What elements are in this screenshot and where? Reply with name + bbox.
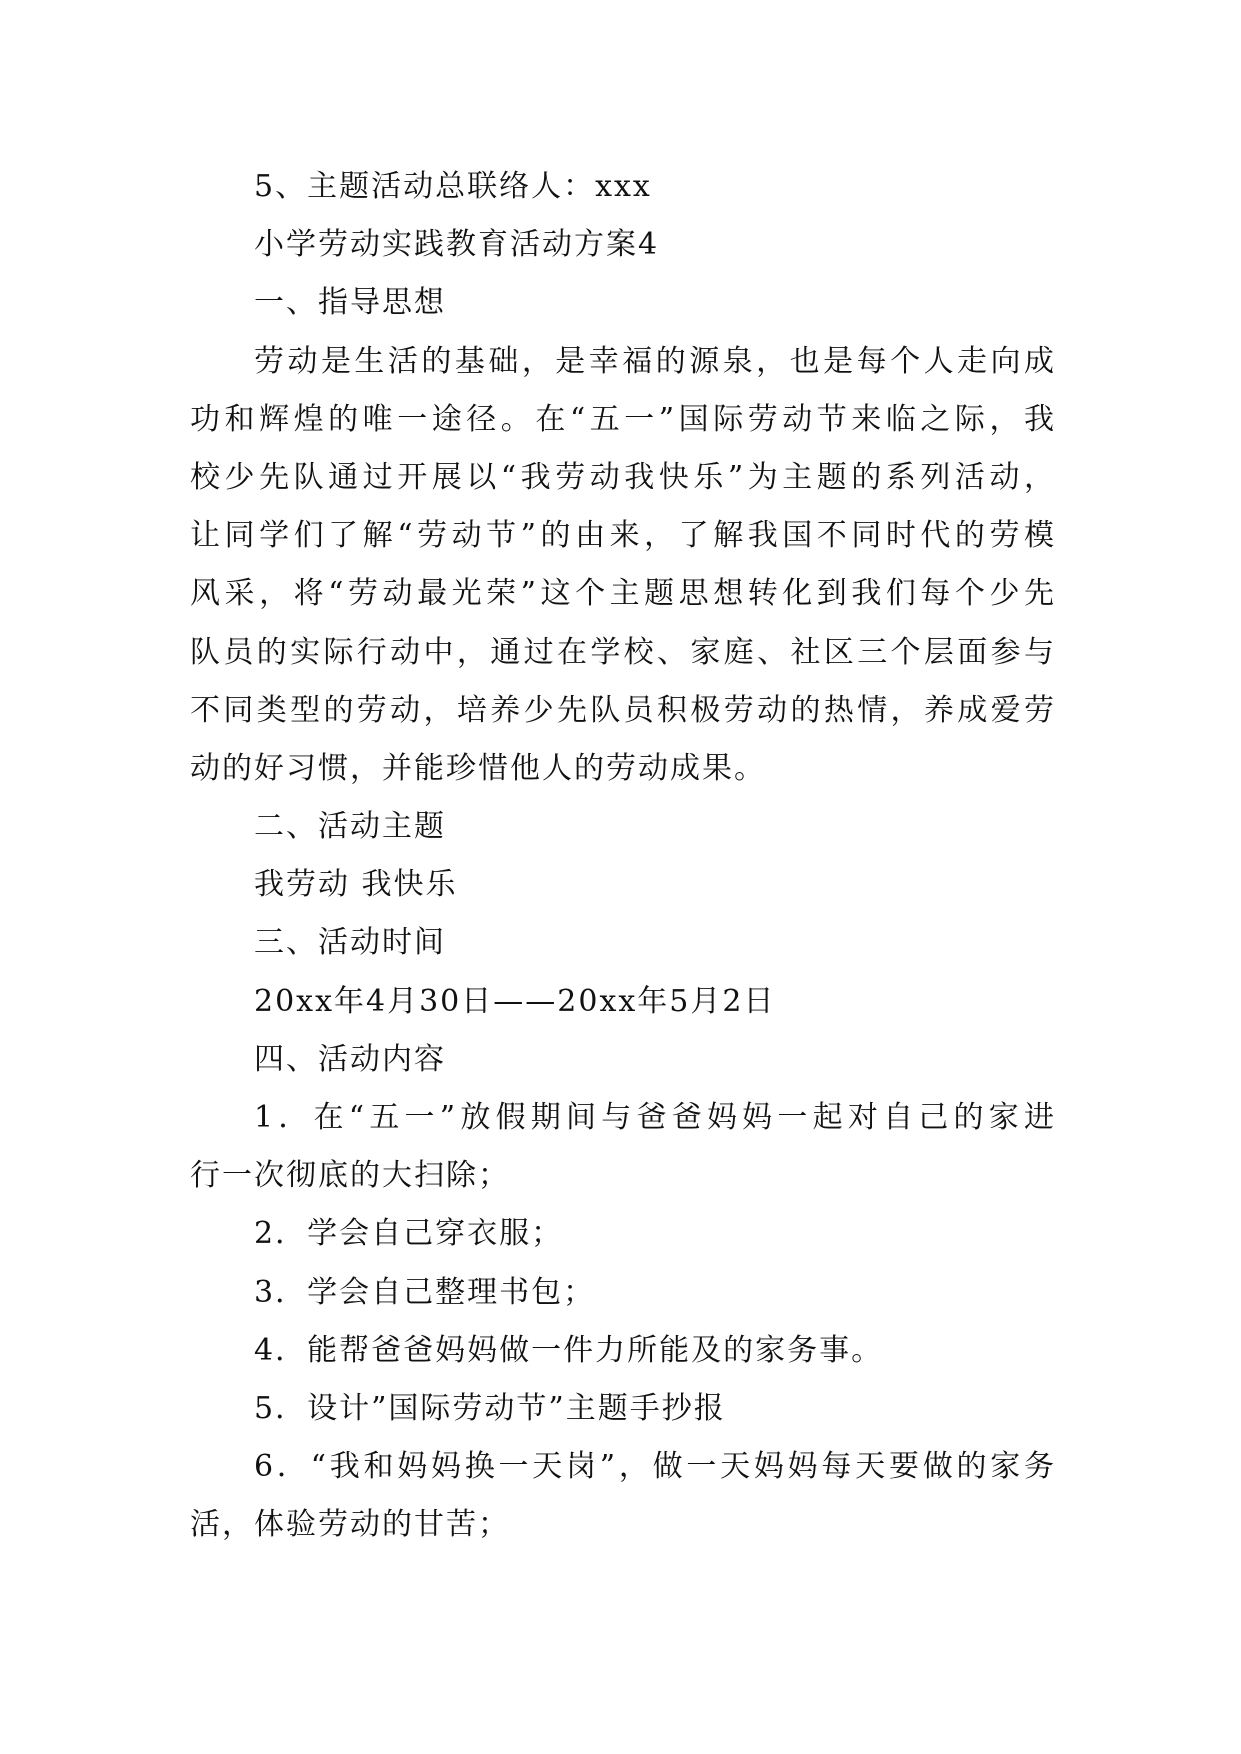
plan-title: 小学劳动实践教育活动方案4	[254, 227, 660, 263]
section-heading-activity-time: 三、活动时间	[254, 925, 446, 961]
content-item-3: 3．学会自己整理书包；	[254, 1274, 596, 1310]
paragraph-line: 功和辉煌的唯一途径。在“五一”国际劳动节来临之际，我	[190, 401, 1056, 437]
paragraph-line: 动的好习惯，并能珍惜他人的劳动成果。	[190, 750, 766, 786]
contact-person-line: 5、主题活动总联络人：xxx	[254, 169, 652, 204]
paragraph-line: 让同学们了解“劳动节”的由来，了解我国不同时代的劳模	[190, 518, 1056, 554]
content-item-4: 4．能帮爸爸妈妈做一件力所能及的家务事。	[254, 1332, 884, 1368]
section-heading-activity-content: 四、活动内容	[254, 1041, 446, 1077]
content-item-6: 6．“我和妈妈换一天岗”，做一天妈妈每天要做的家务	[254, 1449, 1056, 1485]
paragraph-line: 风采，将“劳动最光荣”这个主题思想转化到我们每个少先	[190, 576, 1056, 612]
document-body	[190, 158, 1056, 1555]
content-item-6-continued: 活，体验劳动的甘苦；	[190, 1507, 510, 1543]
activity-time-text: 20xx年4月30日——20xx年5月2日	[254, 983, 776, 1019]
content-item-1-continued: 行一次彻底的大扫除；	[190, 1158, 510, 1194]
paragraph-line: 队员的实际行动中，通过在学校、家庭、社区三个层面参与	[190, 634, 1056, 670]
section-heading-guiding-thought: 一、指导思想	[254, 285, 446, 321]
content-item-5: 5．设计”国际劳动节”主题手抄报	[254, 1390, 726, 1426]
paragraph-line: 校少先队通过开展以“我劳动我快乐”为主题的系列活动，	[190, 459, 1056, 495]
paragraph-line: 劳动是生活的基础，是幸福的源泉，也是每个人走向成	[254, 343, 1056, 379]
paragraph-line: 不同类型的劳动，培养少先队员积极劳动的热情，养成爱劳	[190, 692, 1056, 728]
section-heading-activity-theme: 二、活动主题	[254, 809, 446, 845]
content-item-1: 1．在“五一”放假期间与爸爸妈妈一起对自己的家进	[254, 1100, 1056, 1135]
content-item-2: 2．学会自己穿衣服；	[254, 1216, 564, 1252]
activity-theme-text: 我劳动 我快乐	[254, 867, 458, 903]
